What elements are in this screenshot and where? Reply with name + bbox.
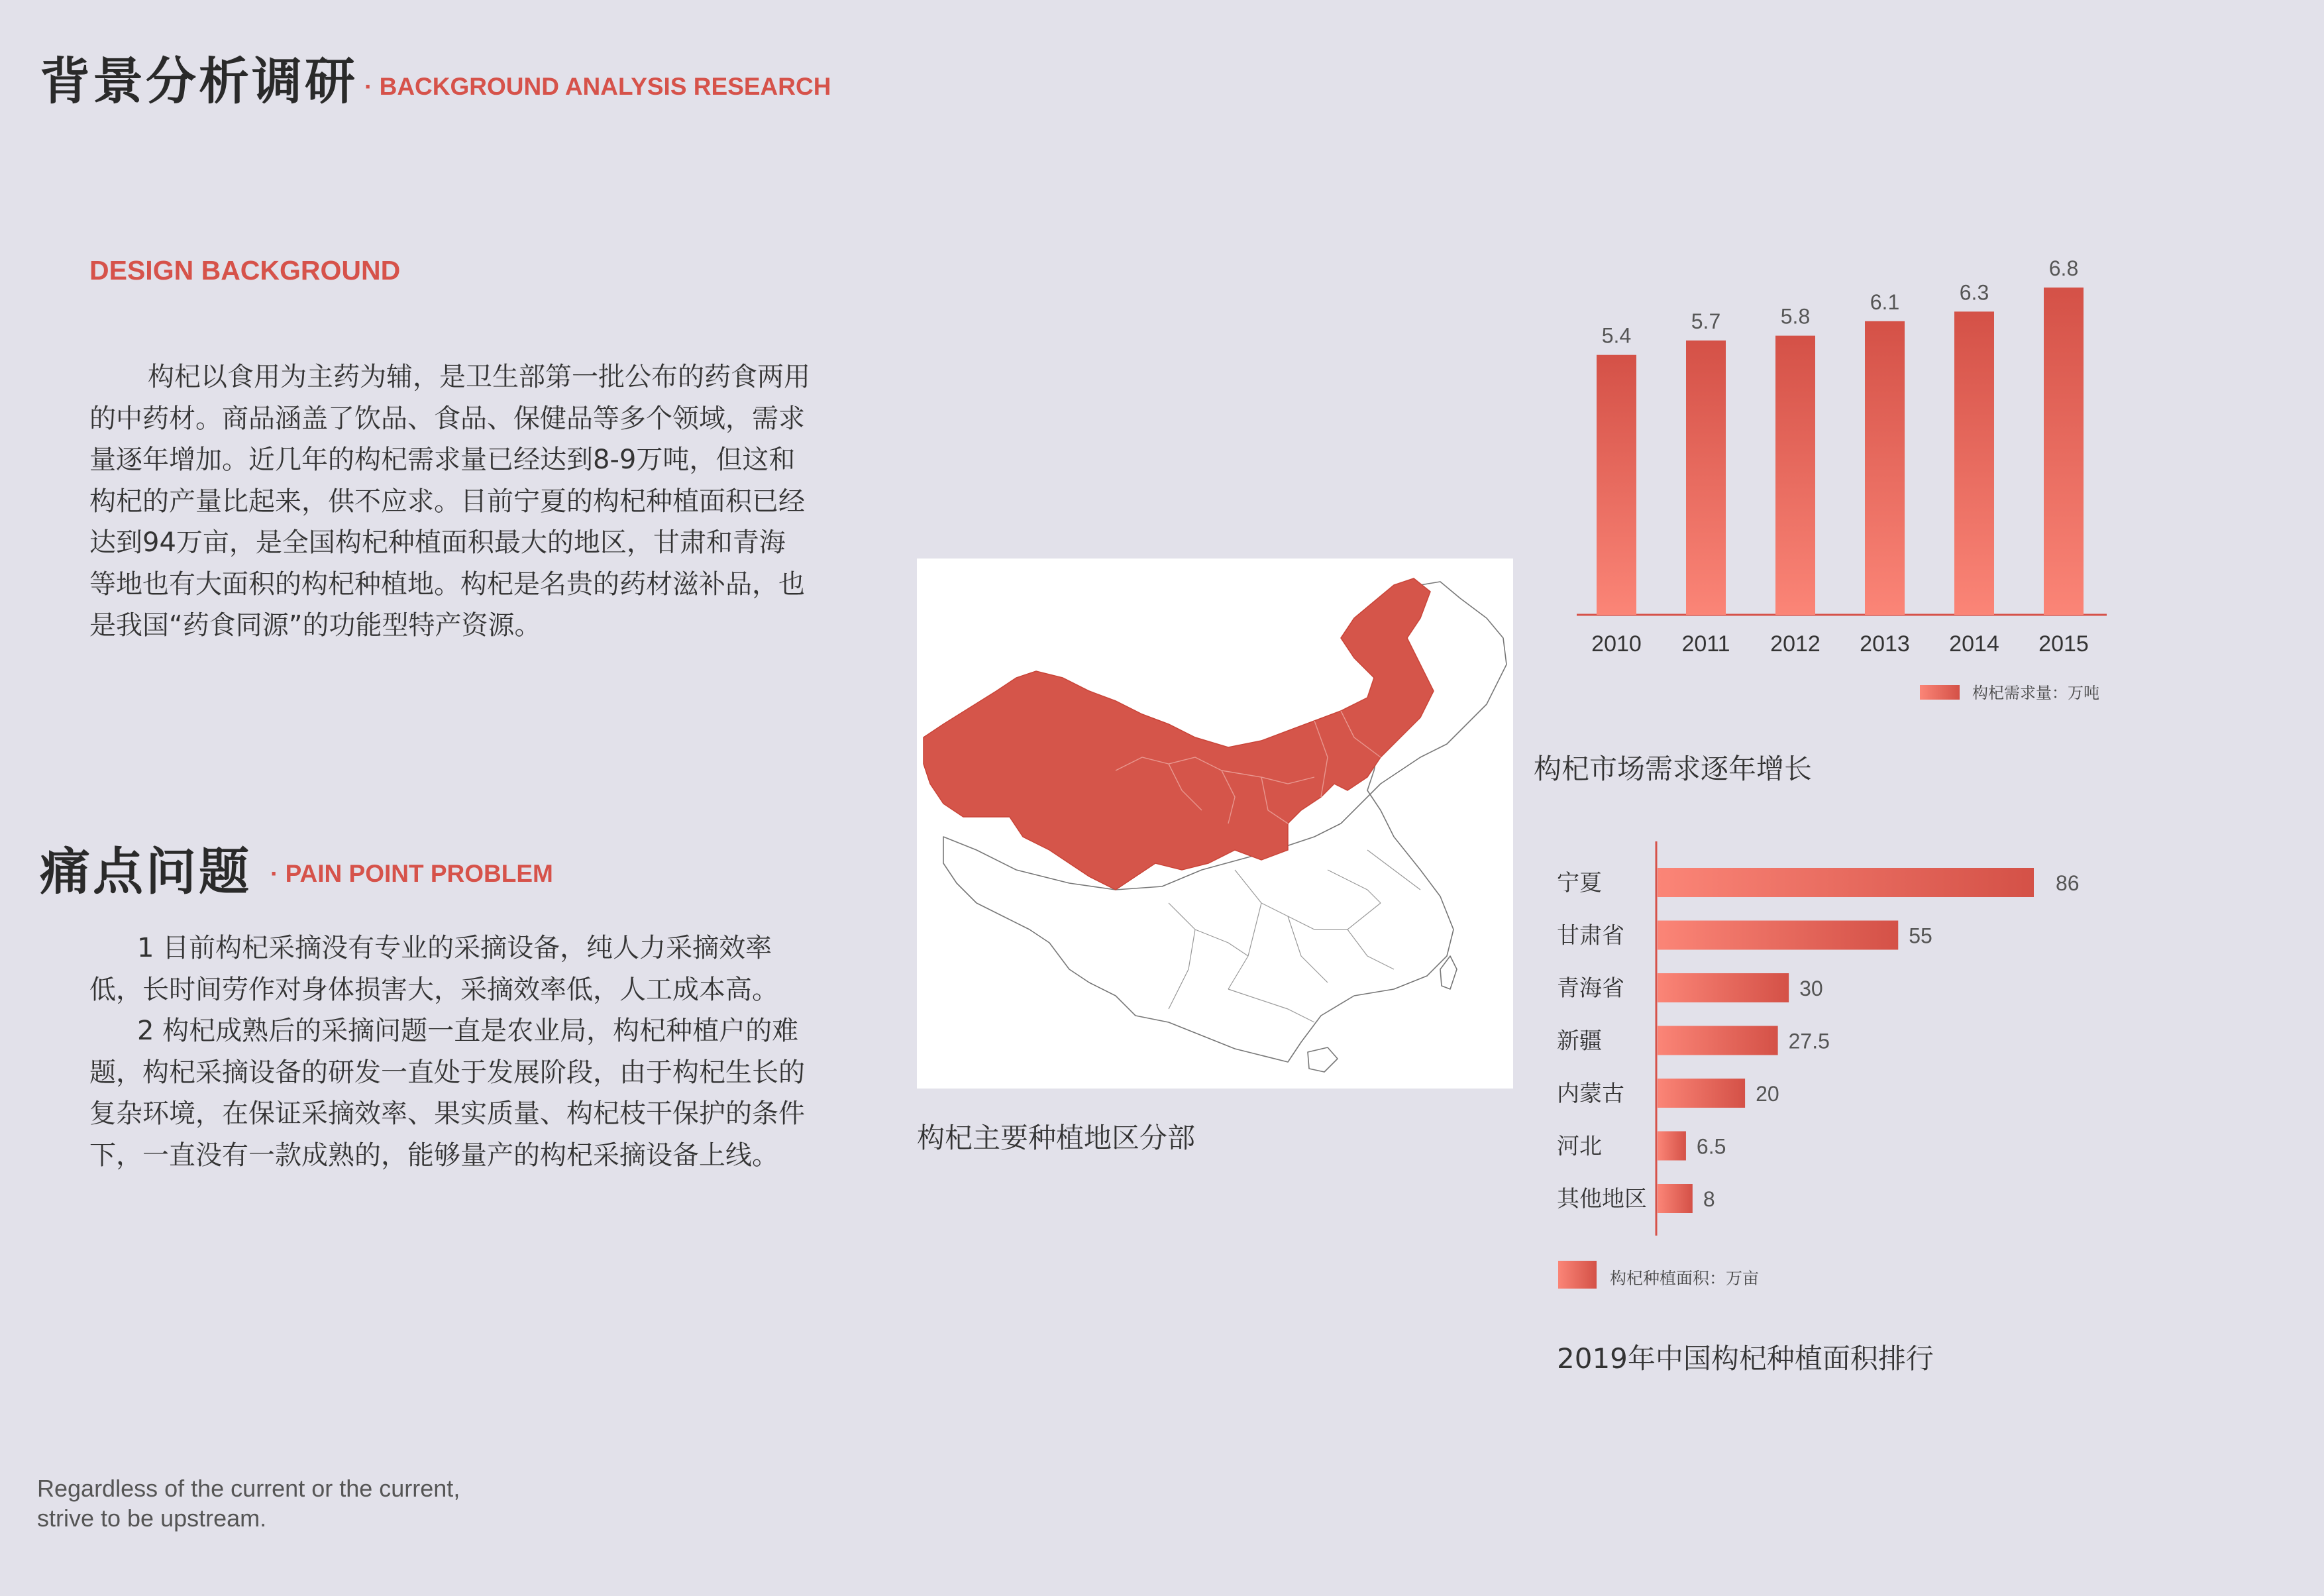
bar bbox=[1658, 921, 1898, 950]
demand-bar-chart bbox=[1563, 245, 2113, 722]
footer-line: strive to be upstream. bbox=[37, 1505, 267, 1532]
bar-value-label: 6.5 bbox=[1696, 1134, 1726, 1159]
demand-chart-caption: 构杞市场需求逐年增长 bbox=[1534, 753, 1813, 785]
y-tick-label: 甘肃省 bbox=[1557, 923, 1624, 949]
design-background-label: DESIGN BACKGROUND bbox=[89, 255, 401, 286]
footer-line: Regardless of the current or the current, bbox=[37, 1475, 460, 1502]
bar bbox=[1658, 973, 1789, 1002]
bar bbox=[1658, 1132, 1686, 1161]
x-tick-label: 2015 bbox=[2038, 631, 2089, 657]
bar bbox=[1686, 341, 1726, 615]
y-tick-label: 内蒙古 bbox=[1557, 1081, 1624, 1106]
bar bbox=[1954, 311, 1994, 615]
legend-label: 构杞需求量：万吨 bbox=[1972, 684, 2099, 702]
x-tick-label: 2010 bbox=[1591, 631, 1642, 657]
bar-value-label: 27.5 bbox=[1788, 1029, 1830, 1053]
footer-slogan bbox=[37, 1473, 460, 1533]
legend-swatch bbox=[1558, 1261, 1597, 1289]
bar-value-label: 86 bbox=[2056, 871, 2080, 895]
design-background-text bbox=[89, 356, 812, 647]
hainan-island bbox=[1308, 1047, 1338, 1072]
page-title: 背景分析调研 bbox=[40, 52, 358, 111]
pain-point-item-text: 2 构杞成熟后的采摘问题一直是农业局，构杞种植户的难题，构杞采摘设备的研发一直处于发展阶段，由于构杞生长的复杂环境，在保证采摘效率、果实质量、构杞枝干保护的条件下，一直没有一款成熟的，能够量产的构杞采摘设备上线。 bbox=[89, 1016, 805, 1171]
bar bbox=[1658, 1026, 1778, 1055]
pain-point-item bbox=[89, 928, 812, 1010]
bar-value-label: 5.4 bbox=[1601, 323, 1632, 348]
pain-point-text bbox=[89, 928, 812, 1176]
bar bbox=[1658, 1079, 1745, 1108]
design-background-paragraph: 构杞以食用为主药为辅，是卫生部第一批公布的药食两用的中药材。商品涵盖了饮品、食品、保健品等多个领域，需求量逐年增加。近几年的构杞需求量已经达到8-9万吨，但这和构杞的产量比起来，供不应求。目前宁夏的构杞种植面积已经达到94万亩，是全国构杞种植面积最大的地区，甘肃和青海等地也有大面积的构杞种植地。构杞是名贵的药材滋补品，也是我国“药食同源”的功能型特产资源。 bbox=[89, 362, 810, 641]
page-subtitle: · BACKGROUND ANALYSIS RESEARCH bbox=[364, 73, 831, 100]
x-tick-label: 2012 bbox=[1770, 631, 1821, 657]
bar bbox=[1775, 336, 1815, 615]
bar-value-label: 5.8 bbox=[1780, 304, 1811, 329]
area-ranking-chart bbox=[1544, 835, 2140, 1299]
bar-value-label: 6.1 bbox=[1870, 290, 1900, 314]
legend-label: 构杞种植面积：万亩 bbox=[1610, 1269, 1760, 1288]
x-tick-label: 2011 bbox=[1681, 631, 1730, 657]
area-chart-caption: 2019年中国构杞种植面积排行 bbox=[1557, 1342, 1934, 1375]
bar bbox=[1658, 1184, 1693, 1213]
x-tick-label: 2013 bbox=[1860, 631, 1910, 657]
bar bbox=[2044, 288, 2084, 615]
y-tick-label: 青海省 bbox=[1557, 976, 1624, 1001]
bar-value-label: 5.7 bbox=[1691, 309, 1721, 333]
map-caption: 构杞主要种植地区分部 bbox=[917, 1122, 1196, 1154]
y-tick-label: 河北 bbox=[1557, 1134, 1602, 1159]
bar-value-label: 6.8 bbox=[2048, 256, 2079, 280]
bar-value-label: 20 bbox=[1756, 1082, 1779, 1106]
bar-value-label: 55 bbox=[1909, 924, 1932, 948]
china-map bbox=[917, 559, 1513, 1089]
pain-point-item bbox=[89, 1010, 812, 1176]
bar bbox=[1865, 321, 1905, 615]
y-tick-label: 新疆 bbox=[1557, 1028, 1602, 1054]
bar-value-label: 8 bbox=[1703, 1187, 1715, 1211]
y-tick-label: 宁夏 bbox=[1557, 871, 1602, 896]
y-tick-label: 其他地区 bbox=[1557, 1187, 1647, 1212]
legend-swatch bbox=[1920, 685, 1960, 700]
bar-value-label: 6.3 bbox=[1959, 280, 1989, 305]
pain-point-title: 痛点问题 bbox=[40, 842, 252, 901]
pain-point-item-text: 1 目前构杞采摘没有专业的采摘设备，纯人力采摘效率低，长时间劳作对身体损害大，采摘效率低，人工成本高。 bbox=[89, 933, 778, 1005]
pain-point-subtitle: · PAIN POINT PROBLEM bbox=[270, 860, 553, 887]
bar bbox=[1658, 868, 2034, 897]
x-tick-label: 2014 bbox=[1949, 631, 1999, 657]
bar bbox=[1597, 355, 1636, 615]
taiwan-island bbox=[1440, 956, 1457, 989]
china-map-panel bbox=[917, 559, 1513, 1089]
bar-value-label: 30 bbox=[1799, 977, 1823, 1000]
